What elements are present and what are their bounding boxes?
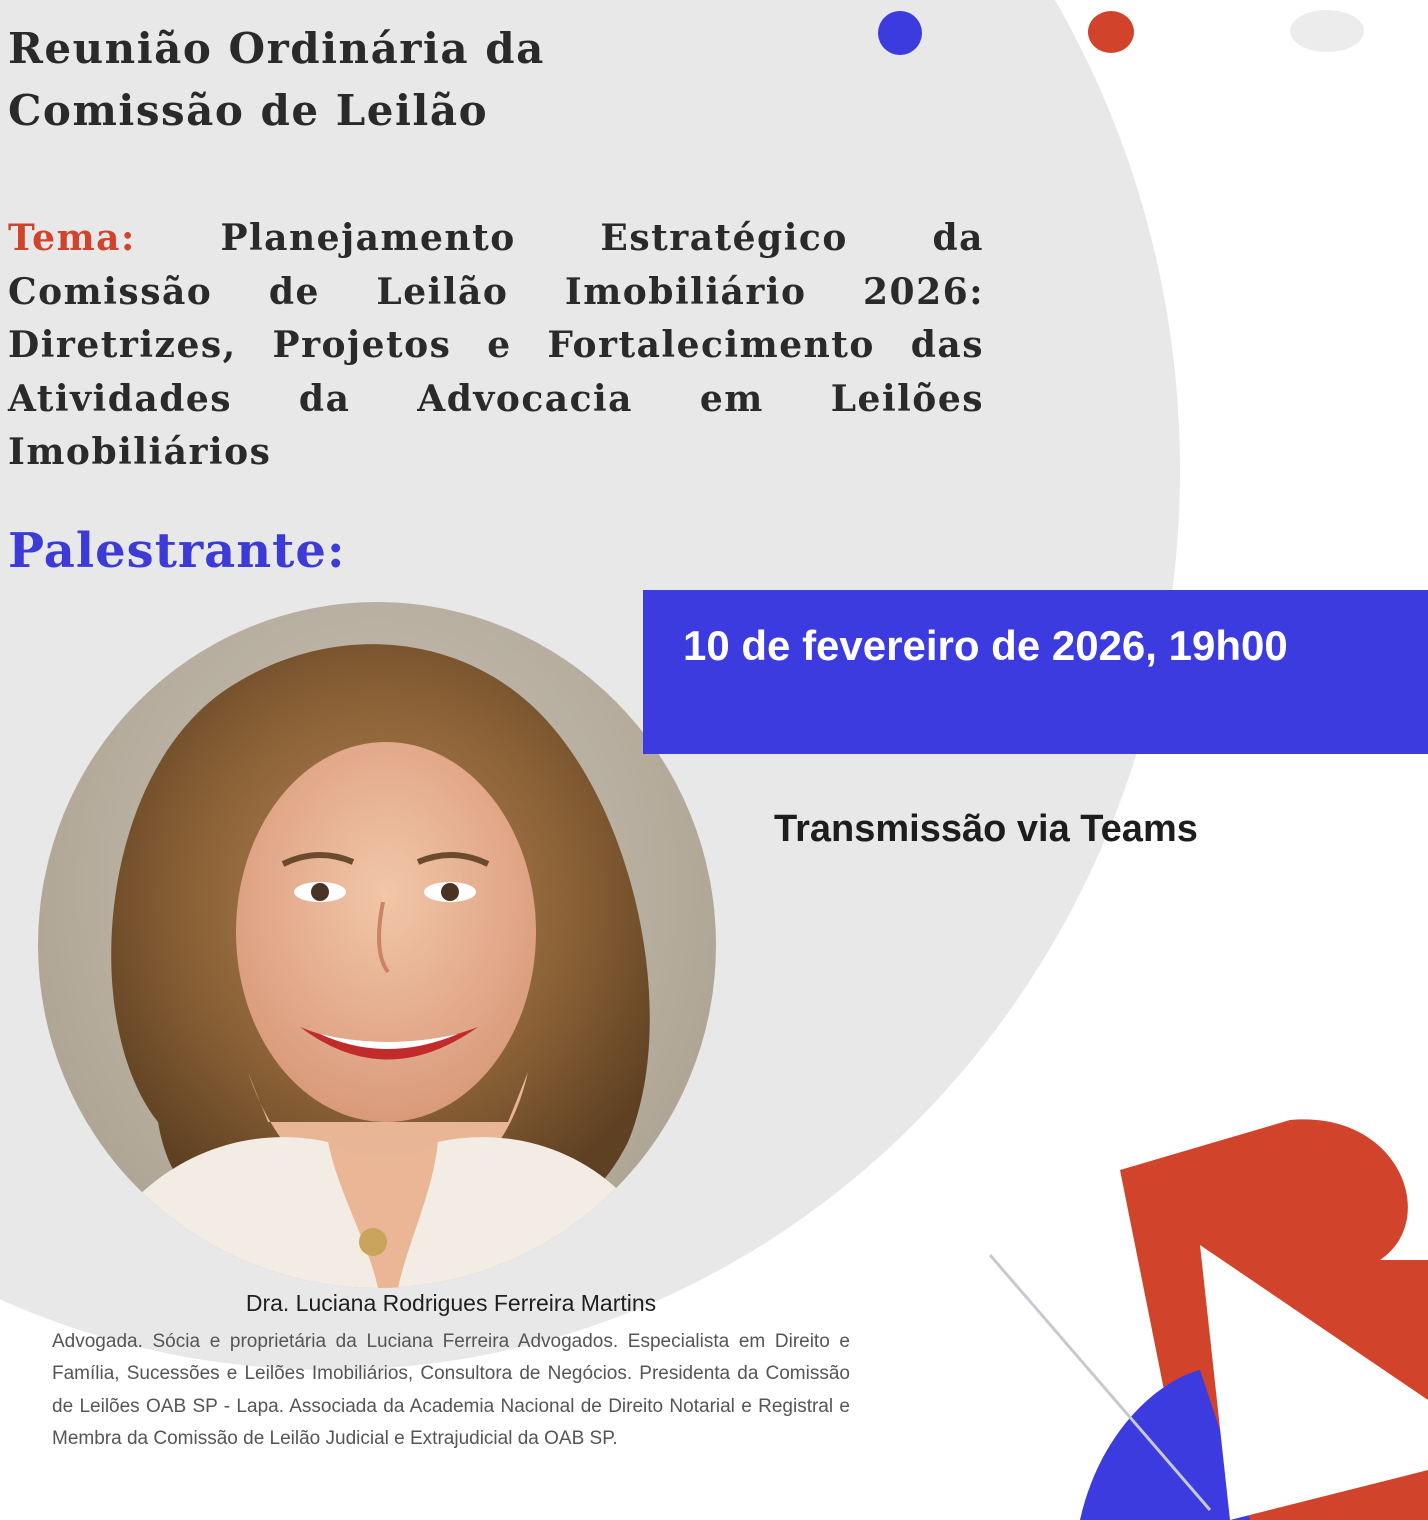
broadcast-info: Transmissão via Teams [774,808,1198,850]
event-title [8,18,768,142]
theme-label: Tema: [8,217,136,259]
event-theme [8,212,984,480]
grey-dot-decoration [1290,10,1364,52]
speaker-bio: Advogada. Sócia e proprietária da Luciana Ferreira Advogados. Especialista em Direito e Família, Sucessões e Leilões Imobiliários, Consultora de Negócios. Presidenta da Comissão de Leilões OAB SP - Lapa. Associada da Academia Nacional de Direito Notarial e Registral e Membra da Comissão de Leilão Judicial e Extrajudicial da OAB SP. [52,1331,850,1449]
speaker-name: Dra. Luciana Rodrigues Ferreira Martins [245,1290,657,1316]
theme-text: Planejamento Estratégico da Comissão de Leilão Imobiliário 2026: Diretrizes, Projetos e Fortalecimento das Atividades da Advocacia em Leilões Imobiliários [8,217,984,473]
date-banner [643,590,1428,754]
speaker-heading: Palestrante: [8,523,346,579]
event-title-line-2: Comissão de Leilão [8,86,489,135]
speaker-portrait-illustration [38,602,716,1288]
event-date-time: 10 de fevereiro de 2026, 19h00 [683,622,1288,669]
corner-decoration [960,1100,1428,1520]
blue-dot-decoration [878,11,922,55]
event-title-line-1: Reunião Ordinária da [8,24,545,73]
speaker-photo [38,602,716,1288]
red-dot-decoration [1088,11,1134,53]
